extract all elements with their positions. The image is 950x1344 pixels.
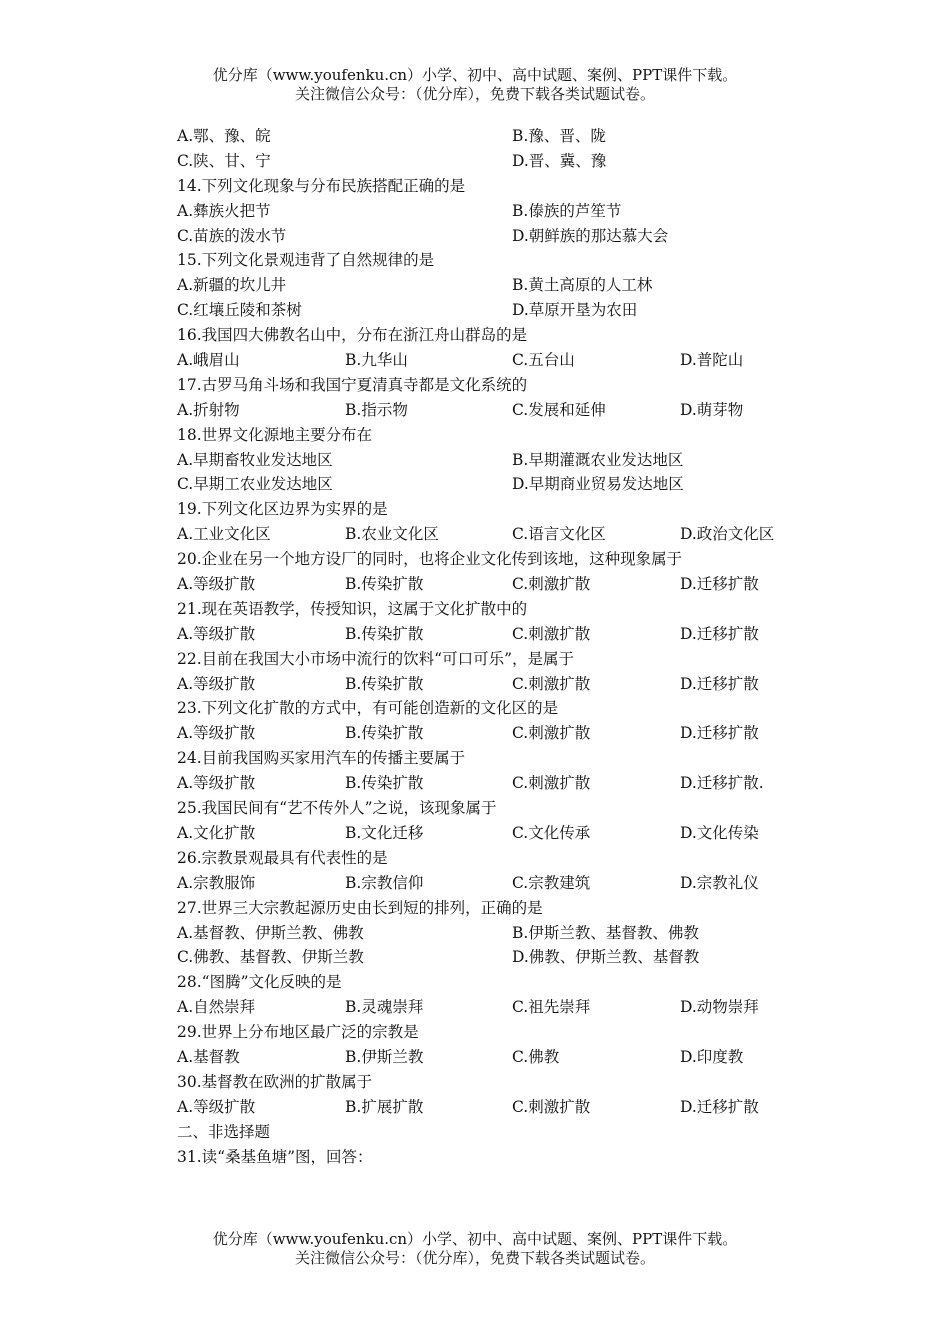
answer-option: D.萌芽物 bbox=[680, 400, 744, 419]
option-row bbox=[177, 871, 817, 896]
answer-option: C.佛教 bbox=[512, 1047, 560, 1066]
question-text: 15.下列文化景观违背了自然规律的是 bbox=[177, 251, 435, 270]
answer-option: A.等级扩散 bbox=[177, 575, 256, 594]
answer-option: B.传染扩散 bbox=[345, 724, 424, 743]
option-row bbox=[177, 995, 817, 1020]
answer-option: C.早期工农业发达地区 bbox=[177, 475, 333, 494]
answer-option: D.朝鲜族的那达慕大会 bbox=[512, 226, 669, 245]
footer-line-2: 关注微信公众号：（优分库），免费下载各类试题试卷。 bbox=[294, 1249, 655, 1267]
option-row bbox=[177, 224, 817, 249]
header-line-1: 优分库（www.youfenku.cn）小学、初中、高中试题、案例、PPT课件下载。 bbox=[212, 66, 738, 84]
answer-option: B.早期灌溉农业发达地区 bbox=[512, 450, 684, 469]
option-row bbox=[177, 921, 817, 946]
answer-option: B.九华山 bbox=[345, 351, 408, 370]
answer-option: B.灵魂崇拜 bbox=[345, 998, 424, 1017]
option-row bbox=[177, 622, 817, 647]
question-text: 30.基督教在欧洲的扩散属于 bbox=[177, 1072, 373, 1091]
answer-option: C.刺激扩散 bbox=[512, 624, 591, 643]
answer-option: D.政治文化区 bbox=[680, 525, 775, 544]
answer-option: B.黄土高原的人工林 bbox=[512, 276, 653, 295]
answer-option: C.祖先崇拜 bbox=[512, 998, 591, 1017]
answer-option: A.宗教服饰 bbox=[177, 873, 256, 892]
exam-content bbox=[177, 124, 817, 1169]
question-text: 31.读“桑基鱼塘”图，回答： bbox=[177, 1147, 373, 1166]
answer-option: D.印度教 bbox=[680, 1047, 744, 1066]
option-row bbox=[177, 472, 817, 497]
answer-option: C.宗教建筑 bbox=[512, 873, 591, 892]
answer-option: C.刺激扩散 bbox=[512, 1097, 591, 1116]
answer-option: C.刺激扩散 bbox=[512, 674, 591, 693]
answer-option: D.佛教、伊斯兰教、基督教 bbox=[512, 948, 700, 967]
answer-option: B.传染扩散 bbox=[345, 674, 424, 693]
question-text: 29.世界上分布地区最广泛的宗教是 bbox=[177, 1023, 419, 1042]
answer-option: C.五台山 bbox=[512, 351, 575, 370]
answer-option: D.迁移扩散 bbox=[680, 674, 759, 693]
answer-option: D.迁移扩散. bbox=[680, 774, 764, 793]
page-footer bbox=[0, 1230, 950, 1268]
question-text: 23.下列文化扩散的方式中，有可能创造新的文化区的是 bbox=[177, 699, 559, 718]
answer-option: A.文化扩散 bbox=[177, 823, 256, 842]
option-row bbox=[177, 124, 817, 149]
answer-option: A.等级扩散 bbox=[177, 624, 256, 643]
page-header bbox=[0, 66, 950, 104]
question-text: 26.宗教景观最具有代表性的是 bbox=[177, 848, 388, 867]
answer-option: C.刺激扩散 bbox=[512, 774, 591, 793]
option-row bbox=[177, 572, 817, 597]
answer-option: B.农业文化区 bbox=[345, 525, 439, 544]
answer-option: D.晋、冀、豫 bbox=[512, 151, 607, 170]
answer-option: C.文化传承 bbox=[512, 823, 591, 842]
answer-option: B.伊斯兰教 bbox=[345, 1047, 424, 1066]
answer-option: B.傣族的芦笙节 bbox=[512, 201, 622, 220]
question-text: 二、非选择题 bbox=[177, 1122, 271, 1141]
answer-option: A.鄂、豫、皖 bbox=[177, 127, 271, 145]
answer-option: C.语言文化区 bbox=[512, 525, 606, 544]
answer-option: C.发展和延伸 bbox=[512, 400, 606, 419]
question-text: 20.企业在另一个地方设厂的同时，也将企业文化传到该地，这种现象属于 bbox=[177, 550, 683, 569]
answer-option: D.迁移扩散 bbox=[680, 1097, 759, 1116]
answer-option: A.工业文化区 bbox=[177, 525, 271, 544]
answer-option: C.陕、甘、宁 bbox=[177, 151, 271, 170]
question-text: 16.我国四大佛教名山中，分布在浙江舟山群岛的是 bbox=[177, 326, 528, 345]
option-row bbox=[177, 448, 817, 473]
answer-option: C.红壤丘陵和茶树 bbox=[177, 301, 302, 320]
option-row bbox=[177, 522, 817, 547]
answer-option: A.彝族火把节 bbox=[177, 201, 271, 220]
answer-option: A.基督教、伊斯兰教、佛教 bbox=[177, 923, 364, 942]
option-row bbox=[177, 348, 817, 373]
option-row bbox=[177, 945, 817, 970]
answer-option: A.等级扩散 bbox=[177, 774, 256, 793]
answer-option: B.宗教信仰 bbox=[345, 873, 424, 892]
answer-option: A.等级扩散 bbox=[177, 1097, 256, 1116]
option-row bbox=[177, 1095, 817, 1120]
option-row bbox=[177, 149, 817, 174]
answer-option: B.豫、晋、陇 bbox=[512, 127, 606, 145]
answer-option: B.伊斯兰教、基督教、佛教 bbox=[512, 923, 699, 942]
answer-option: B.扩展扩散 bbox=[345, 1097, 424, 1116]
option-row bbox=[177, 199, 817, 224]
header-line-2: 关注微信公众号：（优分库），免费下载各类试题试卷。 bbox=[294, 85, 655, 103]
answer-option: A.新疆的坎儿井 bbox=[177, 276, 287, 295]
answer-option: A.早期畜牧业发达地区 bbox=[177, 450, 333, 469]
answer-option: D.早期商业贸易发达地区 bbox=[512, 475, 684, 494]
answer-option: A.折射物 bbox=[177, 400, 240, 419]
question-text: 22.目前在我国大小市场中流行的饮料“可口可乐”，是属于 bbox=[177, 649, 575, 668]
question-text: 19.下列文化区边界为实界的是 bbox=[177, 500, 388, 519]
question-text: 17.古罗马角斗场和我国宁夏清真寺都是文化系统的 bbox=[177, 375, 528, 394]
answer-option: D.动物崇拜 bbox=[680, 998, 759, 1017]
answer-option: B.文化迁移 bbox=[345, 823, 424, 842]
answer-option: C.刺激扩散 bbox=[512, 575, 591, 594]
answer-option: A.等级扩散 bbox=[177, 724, 256, 743]
question-text: 21.现在英语教学，传授知识，这属于文化扩散中的 bbox=[177, 599, 528, 618]
answer-option: D.迁移扩散 bbox=[680, 724, 759, 743]
answer-option: B.传染扩散 bbox=[345, 774, 424, 793]
option-row bbox=[177, 298, 817, 323]
answer-option: A.基督教 bbox=[177, 1047, 240, 1066]
option-row bbox=[177, 273, 817, 298]
question-text: 28.“图腾”文化反映的是 bbox=[177, 973, 342, 992]
answer-option: A.等级扩散 bbox=[177, 674, 256, 693]
answer-option: D.文化传染 bbox=[680, 823, 759, 842]
option-row bbox=[177, 771, 817, 796]
answer-option: D.迁移扩散 bbox=[680, 575, 759, 594]
option-row bbox=[177, 672, 817, 697]
answer-option: A.峨眉山 bbox=[177, 351, 240, 370]
answer-option: D.草原开垦为农田 bbox=[512, 301, 638, 320]
option-row bbox=[177, 1045, 817, 1070]
answer-option: C.佛教、基督教、伊斯兰教 bbox=[177, 948, 364, 967]
answer-option: D.宗教礼仪 bbox=[680, 873, 759, 892]
question-text: 24.目前我国购买家用汽车的传播主要属于 bbox=[177, 749, 466, 768]
question-text: 27.世界三大宗教起源历史由长到短的排列，正确的是 bbox=[177, 898, 543, 917]
answer-option: B.传染扩散 bbox=[345, 575, 424, 594]
option-row bbox=[177, 821, 817, 846]
answer-option: C.苗族的泼水节 bbox=[177, 226, 287, 245]
question-text: 14.下列文化现象与分布民族搭配正确的是 bbox=[177, 176, 466, 195]
question-text: 25.我国民间有“艺不传外人”之说，该现象属于 bbox=[177, 799, 497, 818]
footer-line-1: 优分库（www.youfenku.cn）小学、初中、高中试题、案例、PPT课件下载。 bbox=[212, 1230, 738, 1248]
answer-option: B.指示物 bbox=[345, 400, 408, 419]
option-row bbox=[177, 721, 817, 746]
answer-option: B.传染扩散 bbox=[345, 624, 424, 643]
answer-option: A.自然崇拜 bbox=[177, 998, 256, 1017]
answer-option: D.迁移扩散 bbox=[680, 624, 759, 643]
option-row bbox=[177, 398, 817, 423]
question-text: 18.世界文化源地主要分布在 bbox=[177, 425, 373, 444]
answer-option: D.普陀山 bbox=[680, 351, 744, 370]
answer-option: C.刺激扩散 bbox=[512, 724, 591, 743]
